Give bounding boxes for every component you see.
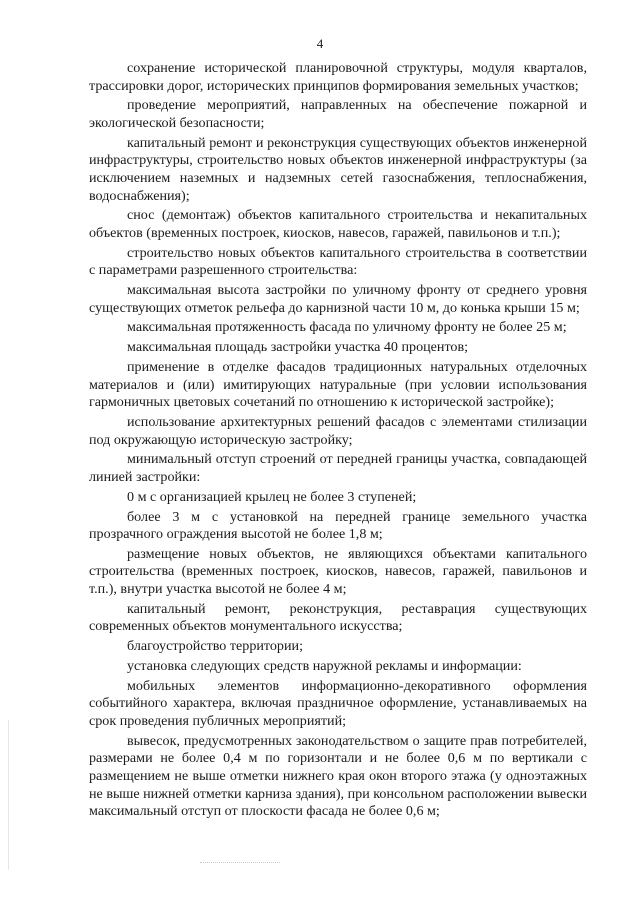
paragraph-16: благоустройство территории;: [127, 638, 303, 655]
paragraph-15: капитальный ремонт, реконструкция, реставрация существующих современных объектов монументального искусства;: [89, 600, 587, 635]
paragraph-8: максимальная площадь застройки участка 40 процентов;: [127, 339, 469, 356]
paragraph-18: мобильных элементов информационно-декоративного оформления событийного характера, включая праздничное оформление, устанавливаемых на срок проведения публичных мероприятий;: [89, 677, 587, 729]
paragraph-10: использование архитектурных решений фасадов с элементами стилизации под окружающую историческую застройку;: [89, 413, 587, 448]
paragraph-19: вывесок, предусмотренных законодательством о защите прав потребителей, размерами не более 0,4 м по горизонтали и не более 0,6 м по вертикали с размещением не выше отметки нижнего края окон второго этажа (у одноэтажных не выше нижней отметки карниза здания), при консольном расположении вывески максимальный отступ от плоскости фасада не более 0,6 м;: [89, 732, 587, 820]
scan-edge-mark: [8, 720, 9, 870]
paragraph-12: 0 м с организацией крылец не более 3 ступеней;: [127, 488, 417, 505]
document-body: [89, 60, 587, 823]
paragraph-11: минимальный отступ строений от передней границы участка, совпадающей линией застройки:: [89, 451, 587, 485]
paragraph-5: строительство новых объектов капитального строительства в соответствии с параметрами разрешенного строительства:: [89, 244, 587, 279]
paragraph-3: капитальный ремонт и реконструкция существующих объектов инженерной инфраструктуры, строительство новых объектов инженерной инфраструктуры (за исключением наземных и надземных сетей газоснабжения, теплоснабжения, водоснабжения);: [89, 134, 587, 204]
paragraph-1: сохранение исторической планировочной структуры, модуля кварталов, трассировки дорог, исторических принципов формирования земельных участков;: [89, 60, 587, 94]
paragraph-2: проведение мероприятий, направленных на обеспечение пожарной и экологической безопасности;: [89, 97, 587, 131]
page-number: 4: [316, 36, 324, 51]
paragraph-14: размещение новых объектов, не являющихся объектами капитального строительства (временных построек, киосков, навесов, гаражей, павильонов и т.п.), внутри участка высотой не более 4 м;: [89, 545, 587, 598]
paragraph-13: более 3 м с установкой на передней границе земельного участка прозрачного ограждения высотой не более 1,8 м;: [89, 508, 587, 543]
paragraph-17: установка следующих средств наружной рекламы и информации:: [127, 658, 522, 674]
paragraph-7: максимальная протяженность фасада по уличному фронту не более 25 м;: [127, 319, 567, 336]
paragraph-6: максимальная высота застройки по уличному фронту от среднего уровня существующих отметок рельефа до карнизной части 10 м, до конька крыши 15 м;: [89, 282, 587, 316]
paragraph-9: применение в отделке фасадов традиционных натуральных отделочных материалов и (или) имитирующих натуральные (при условии использования гармоничных цветовых сочетаний по отношению к исторической застройке);: [89, 359, 587, 411]
scan-speckle: [200, 862, 280, 864]
paragraph-4: снос (демонтаж) объектов капитального строительства и некапитальных объектов (временных построек, киосков, навесов, гаражей, павильонов и т.п.);: [89, 207, 587, 241]
